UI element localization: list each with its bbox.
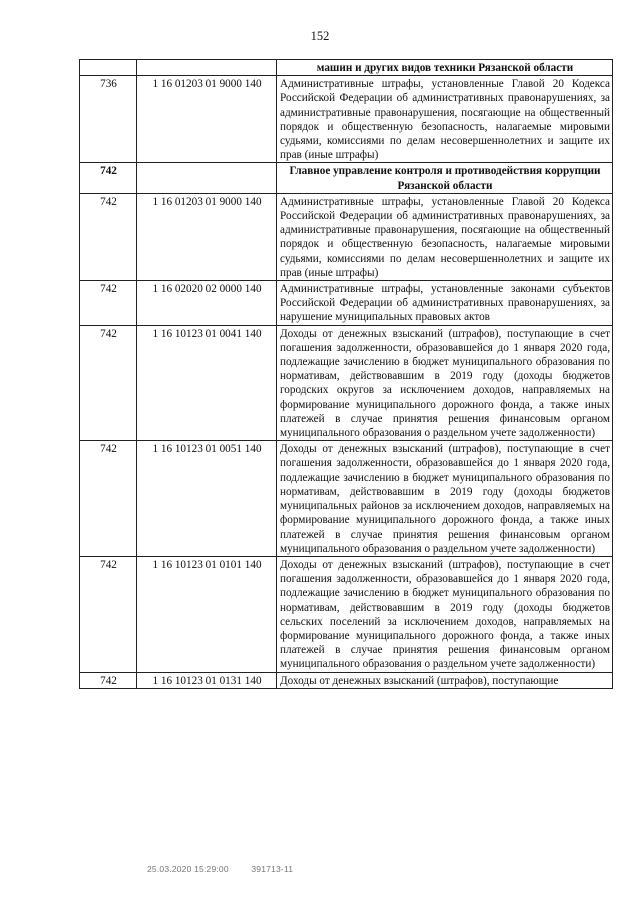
revenue-code-cell: 1 16 10123 01 0101 140 (137, 556, 277, 672)
admin-code-cell: 742 (80, 163, 137, 193)
table-body (80, 60, 613, 689)
table-row (80, 672, 613, 688)
description-cell: Административные штрафы, установленные Главой 20 Кодекса Российской Федерации об административных правонарушениях, за административные правонарушения, посягающие на общественный порядок и общественную безопасность, налагаемые мировыми судьями, комиссиями по делам несовершеннолетних и защите их прав (иные штрафы) (277, 76, 613, 163)
revenue-code-cell: 1 16 10123 01 0041 140 (137, 325, 277, 441)
admin-code-cell (80, 60, 137, 76)
admin-code-cell: 736 (80, 76, 137, 163)
description-cell: Административные штрафы, установленные Главой 20 Кодекса Российской Федерации об административных правонарушениях, за административные правонарушения, посягающие на общественный порядок и общественную безопасность, налагаемые мировыми судьями, комиссиями по делам несовершеннолетних и защите их прав (иные штрафы) (277, 193, 613, 280)
description-cell: Главное управление контроля и противодействия коррупции Рязанской области (277, 163, 613, 193)
description-cell: Доходы от денежных взысканий (штрафов), поступающие в счет погашения задолженности, образовавшейся до 1 января 2020 года, подлежащие зачислению в бюджет муниципального образования по нормативам, действовавшим в 2019 году (доходы бюджетов городских округов за исключением доходов, направляемых на формирование муниципального дорожного фонда, а также иных платежей в случае принятия решения финансовым органом муниципального образования о раздельном учете задолженности) (277, 325, 613, 441)
description-cell: Доходы от денежных взысканий (штрафов), поступающие (277, 672, 613, 688)
footer (147, 864, 313, 874)
table-row (80, 281, 613, 326)
admin-code-cell: 742 (80, 325, 137, 441)
revenue-code-cell: 1 16 02020 02 0000 140 (137, 281, 277, 326)
description-cell: машин и других видов техники Рязанской области (277, 60, 613, 76)
revenue-code-cell (137, 163, 277, 193)
revenue-code-cell (137, 60, 277, 76)
table-row (80, 193, 613, 280)
table-row (80, 60, 613, 76)
admin-code-cell: 742 (80, 556, 137, 672)
table-row (80, 556, 613, 672)
table-row (80, 441, 613, 557)
revenue-code-cell: 1 16 01203 01 9000 140 (137, 193, 277, 280)
table-row (80, 325, 613, 441)
revenue-code-cell: 1 16 01203 01 9000 140 (137, 76, 277, 163)
revenue-code-cell: 1 16 10123 01 0131 140 (137, 672, 277, 688)
table-row (80, 76, 613, 163)
admin-code-cell: 742 (80, 281, 137, 326)
description-cell: Доходы от денежных взысканий (штрафов), поступающие в счет погашения задолженности, образовавшейся до 1 января 2020 года, подлежащие зачислению в бюджет муниципального образования по нормативам, действовавшим в 2019 году (доходы бюджетов сельских поселений за исключением доходов, направляемых на формирование муниципального дорожного фонда, а также иных платежей в случае принятия решения финансовым органом муниципального образования о раздельном учете задолженности) (277, 556, 613, 672)
table-row (80, 163, 613, 193)
revenue-code-cell: 1 16 10123 01 0051 140 (137, 441, 277, 557)
admin-code-cell: 742 (80, 441, 137, 557)
page-number: 152 (310, 29, 330, 43)
revenue-codes-table (79, 59, 613, 689)
footer-doc-id: 391713-11 (251, 864, 294, 874)
description-cell: Доходы от денежных взысканий (штрафов), поступающие в счет погашения задолженности, образовавшейся до 1 января 2020 года, подлежащие зачислению в бюджет муниципального образования по нормативам, действовавшим в 2019 году (доходы бюджетов муниципальных районов за исключением доходов, направляемых на формирование муниципального дорожного фонда, а также иных платежей в случае принятия решения финансовым органом муниципального образования о раздельном учете задолженности) (277, 441, 613, 557)
description-cell: Административные штрафы, установленные законами субъектов Российской Федерации об административных правонарушениях, за нарушение муниципальных правовых актов (277, 281, 613, 326)
admin-code-cell: 742 (80, 193, 137, 280)
admin-code-cell: 742 (80, 672, 137, 688)
footer-timestamp: 25.03.2020 15:29:00 (147, 864, 229, 874)
